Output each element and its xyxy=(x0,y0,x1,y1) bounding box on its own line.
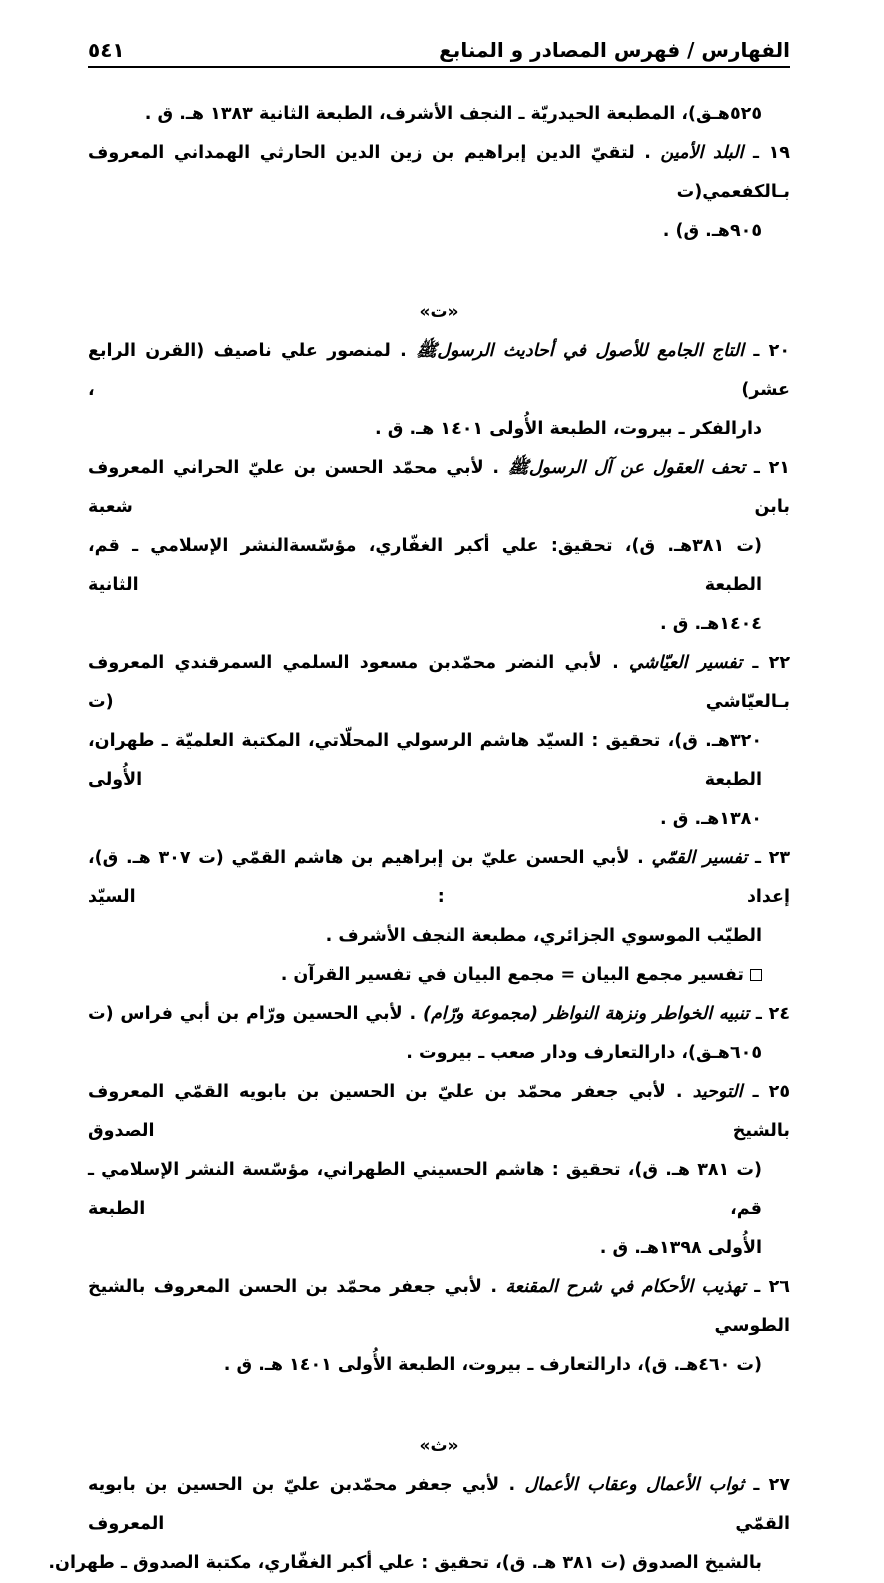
entry-number: ٢٢ ـ xyxy=(752,653,791,673)
entry-20-line-2: دارالفكر ـ بيروت، الطبعة الأُولى ١٤٠١ هـ. ق . xyxy=(375,419,762,439)
entry-text: . لأبي محمّد الحسن بن عليّ الحراني المعروف بابن شعبة xyxy=(88,458,790,517)
entry-27 xyxy=(88,1466,790,1544)
entry-title: تفسير العيّاشي xyxy=(629,653,743,673)
entry-number: ٢٤ ـ xyxy=(755,1004,791,1024)
entry-24-line-2: ٦٠٥هـق)، دارالتعارف ودار صعب ـ بيروت . xyxy=(406,1043,762,1063)
entry-title: تهذيب الأحكام في شرح المقنعة xyxy=(505,1277,746,1297)
entry-title: البلد الأمين xyxy=(660,143,744,163)
entry-title: التاج الجامع للأصول في أحاديث الرسولﷺ xyxy=(416,341,744,361)
entry-title: ثواب الأعمال وعقاب الأعمال xyxy=(524,1475,745,1495)
entry-18-continuation: ٥٢٥هـق)، المطبعة الحيدريّة ـ النجف الأشرف، الطبعة الثانية ١٣٨٣ هـ. ق . xyxy=(144,104,762,124)
bibliography-list xyxy=(48,95,791,1583)
entry-text: . لأبي جعفر محمّد بن الحسن المعروف بالشيخ الطوسي xyxy=(88,1277,790,1336)
entry-22 xyxy=(88,644,790,722)
header-title: الفهارس / فهرس المصادر و المنابع xyxy=(439,38,790,62)
entry-25 xyxy=(88,1073,790,1151)
entry-number: ٢٥ ـ xyxy=(752,1082,791,1102)
entry-title: تحف العقول عن آل الرسولﷺ xyxy=(507,458,746,478)
entry-number: ٢٠ ـ xyxy=(753,341,791,361)
entry-text: . لأبي جعفر محمّدبن عليّ بن الحسين بن بابويه القمّي المعروف xyxy=(88,1475,790,1534)
entry-23-line-2: الطيّب الموسوي الجزائري، مطبعة النجف الأشرف . xyxy=(325,926,762,946)
entry-number: ٢٧ ـ xyxy=(753,1475,791,1495)
entry-title: تنبيه الخواطر ونزهة النواظر (مجموعة ورّام) xyxy=(422,1004,749,1024)
square-bullet-icon xyxy=(750,969,762,981)
entry-24 xyxy=(88,995,790,1034)
section-heading-ta: «ت» xyxy=(419,302,459,322)
cross-reference-note xyxy=(88,956,790,995)
entry-27-line-2: بالشيخ الصدوق (ت ٣٨١ هـ. ق)، تحقيق : علي أكبر الغفّاري، مكتبة الصدوق ـ طهران. xyxy=(48,1553,762,1573)
entry-22-line-2: ٣٢٠هـ. ق)، تحقيق : السيّد هاشم الرسولي المحلّاتي، المكتبة العلميّة ـ طهران، الطبعة الأُولى xyxy=(88,731,762,790)
entry-number: ٢١ ـ xyxy=(753,458,790,478)
entry-26-line-2: (ت ٤٦٠هـ. ق)، دارالتعارف ـ بيروت، الطبعة الأُولى ١٤٠١ هـ. ق . xyxy=(223,1355,762,1375)
entry-title: تفسير القمّي xyxy=(651,848,748,868)
entry-number: ١٩ ـ xyxy=(753,143,790,163)
entry-title: التوحيد xyxy=(692,1082,743,1102)
entry-21-line-2: (ت ٣٨١هـ. ق)، تحقيق: علي أكبر الغفّاري، مؤسّسةالنشر الإسلامي ـ قم، الطبعة الثانية xyxy=(88,536,762,595)
entry-text: . لمنصور علي ناصيف (القرن الرابع عشر) ، xyxy=(88,341,790,400)
entry-19-line-2: ٩٠٥هـ. ق) . xyxy=(662,221,762,241)
entry-number: ٢٣ ـ xyxy=(754,848,791,868)
entry-23 xyxy=(88,839,790,917)
entry-22-line-3: ١٣٨٠هـ. ق . xyxy=(660,809,762,829)
entry-25-line-2: (ت ٣٨١ هـ. ق)، تحقيق : هاشم الحسيني الطهراني، مؤسّسة النشر الإسلامي ـ قم، الطبعة xyxy=(88,1160,762,1219)
entry-19 xyxy=(88,134,790,212)
entry-text: . لأبي النضر محمّدبن مسعود السلمي السمرقندي المعروف بـالعيّاشي (ت xyxy=(88,653,790,712)
running-header xyxy=(88,34,790,68)
entry-26 xyxy=(88,1268,790,1346)
entry-21-line-3: ١٤٠٤هـ. ق . xyxy=(660,614,762,634)
entry-text: . لتقيّ الدين إبراهيم بن زين الدين الحارثي الهمداني المعروف بـالكفعمي(ت xyxy=(88,143,790,202)
entry-text: . لأبي الحسن عليّ بن إبراهيم بن هاشم القمّي (ت ٣٠٧ هـ. ق)، إعداد : السيّد xyxy=(88,848,790,907)
page-number: ٥٤١ xyxy=(88,38,125,62)
entry-20 xyxy=(88,332,790,410)
entry-number: ٢٦ ـ xyxy=(754,1277,790,1297)
entry-text: . لأبي الحسين ورّام بن أبي فراس (ت xyxy=(88,1004,417,1024)
section-heading-tha: «ث» xyxy=(419,1436,459,1456)
entry-21 xyxy=(88,449,790,527)
entry-25-line-3: الأُولى ١٣٩٨هـ. ق . xyxy=(599,1238,762,1258)
note-text: تفسير مجمع البيان = مجمع البيان في تفسير القرآن . xyxy=(280,965,744,985)
entry-text: . لأبي جعفر محمّد بن عليّ بن الحسين بن بابويه القمّي المعروف بالشيخ الصدوق xyxy=(88,1082,790,1141)
